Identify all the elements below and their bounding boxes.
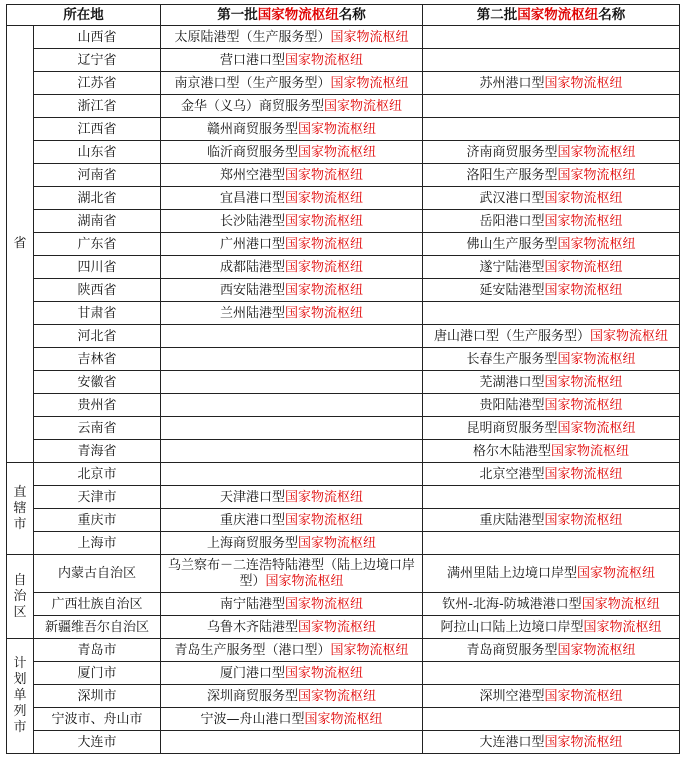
category-cell: 省	[7, 26, 34, 463]
hub-name: 太原陆港型（生产服务型）	[174, 29, 331, 45]
batch2-hub-cell	[423, 164, 680, 187]
hub-name: 重庆港口型	[219, 512, 285, 528]
location-cell: 深圳市	[34, 685, 161, 708]
batch1-hub-cell	[161, 532, 423, 555]
hub-suffix: 国家物流枢纽	[544, 213, 623, 229]
batch1-hub-cell	[161, 26, 423, 49]
table-row	[7, 279, 680, 302]
location-cell: 河南省	[34, 164, 161, 187]
location-cell: 广西壮族自治区	[34, 593, 161, 616]
header-batch1	[161, 5, 423, 26]
logistics-hub-table	[6, 4, 680, 754]
hub-suffix: 国家物流枢纽	[285, 596, 364, 612]
batch1-hub-cell	[161, 662, 423, 685]
hub-suffix: 国家物流枢纽	[557, 642, 636, 658]
table-header-row	[7, 5, 680, 26]
hub-suffix: 国家物流枢纽	[544, 282, 623, 298]
hub-name: 青岛商贸服务型	[466, 642, 558, 658]
hub-name: 满州里陆上边境口岸型	[446, 566, 577, 581]
hub-name: 贵阳陆港型	[479, 397, 545, 413]
batch2-hub-cell	[423, 685, 680, 708]
hub-name: 广州港口型	[219, 236, 285, 252]
hub-suffix: 国家物流枢纽	[285, 213, 364, 229]
table-row	[7, 708, 680, 731]
hub-suffix: 国家物流枢纽	[557, 144, 636, 160]
hub-suffix: 国家物流枢纽	[551, 443, 630, 459]
location-cell: 新疆维吾尔自治区	[34, 616, 161, 639]
hub-suffix: 国家物流枢纽	[544, 374, 623, 390]
hub-suffix: 国家物流枢纽	[544, 75, 623, 91]
table-row	[7, 302, 680, 325]
batch1-hub-cell	[161, 233, 423, 256]
location-cell: 山东省	[34, 141, 161, 164]
location-cell: 天津市	[34, 486, 161, 509]
location-cell: 北京市	[34, 463, 161, 486]
hub-name: 大连港口型	[479, 734, 545, 750]
batch1-hub-cell	[161, 616, 423, 639]
batch1-hub-cell	[161, 279, 423, 302]
hub-name: 钦州-北海-防城港港口型	[442, 596, 582, 612]
hub-suffix: 国家物流枢纽	[581, 596, 660, 612]
location-cell: 浙江省	[34, 95, 161, 118]
location-cell: 厦门市	[34, 662, 161, 685]
table-row	[7, 532, 680, 555]
table-row	[7, 417, 680, 440]
hub-name: 郑州空港型	[219, 167, 285, 183]
hub-name: 延安陆港型	[479, 282, 545, 298]
location-cell: 广东省	[34, 233, 161, 256]
hub-suffix: 国家物流枢纽	[324, 98, 403, 114]
hub-name: 兰州陆港型	[219, 305, 285, 321]
hub-suffix: 国家物流枢纽	[557, 236, 636, 252]
table-row	[7, 187, 680, 210]
table-row	[7, 118, 680, 141]
hub-suffix: 国家物流枢纽	[557, 351, 636, 367]
table-row	[7, 256, 680, 279]
batch2-hub-cell	[423, 486, 680, 509]
batch2-hub-cell	[423, 509, 680, 532]
batch1-hub-cell	[161, 731, 423, 754]
hub-suffix: 国家物流枢纽	[285, 259, 364, 275]
hub-name: 营口港口型	[219, 52, 285, 68]
batch1-hub-cell	[161, 440, 423, 463]
location-cell: 云南省	[34, 417, 161, 440]
batch2-hub-cell	[423, 708, 680, 731]
table-body	[7, 26, 680, 754]
hub-name: 青岛生产服务型（港口型）	[174, 642, 331, 658]
hub-name: 重庆陆港型	[479, 512, 545, 528]
hub-suffix: 国家物流枢纽	[298, 688, 377, 704]
location-cell: 重庆市	[34, 509, 161, 532]
hub-suffix: 国家物流枢纽	[285, 282, 364, 298]
table-row	[7, 210, 680, 233]
hub-name: 济南商贸服务型	[466, 144, 558, 160]
hub-name: 昆明商贸服务型	[466, 420, 558, 436]
hub-suffix: 国家物流枢纽	[285, 512, 364, 528]
hub-suffix: 国家物流枢纽	[557, 167, 636, 183]
hub-name: 阿拉山口陆上边境口岸型	[440, 619, 584, 635]
category-cell: 计划单列市	[7, 639, 34, 754]
table-row	[7, 49, 680, 72]
table-row	[7, 394, 680, 417]
hub-name: 武汉港口型	[479, 190, 545, 206]
hub-name: 芜湖港口型	[479, 374, 545, 390]
batch2-hub-cell	[423, 210, 680, 233]
batch2-hub-cell	[423, 555, 680, 593]
category-cell: 直辖市	[7, 463, 34, 555]
batch1-hub-cell	[161, 486, 423, 509]
batch1-hub-cell	[161, 348, 423, 371]
batch1-hub-cell	[161, 141, 423, 164]
batch2-hub-cell	[423, 72, 680, 95]
hub-suffix: 国家物流枢纽	[544, 466, 623, 482]
hub-suffix: 国家物流枢纽	[330, 29, 409, 45]
header-batch2-highlight: 国家物流枢纽	[517, 6, 599, 23]
batch2-hub-cell	[423, 95, 680, 118]
hub-name: 上海商贸服务型	[206, 535, 298, 551]
table-row	[7, 509, 680, 532]
batch2-hub-cell	[423, 731, 680, 754]
hub-name: 岳阳港口型	[479, 213, 545, 229]
table-row	[7, 325, 680, 348]
hub-suffix: 国家物流枢纽	[285, 167, 364, 183]
batch2-hub-cell	[423, 187, 680, 210]
table-row	[7, 371, 680, 394]
table-row	[7, 348, 680, 371]
location-cell: 陕西省	[34, 279, 161, 302]
table-row	[7, 72, 680, 95]
hub-name: 宜昌港口型	[219, 190, 285, 206]
location-cell: 湖北省	[34, 187, 161, 210]
hub-name: 洛阳生产服务型	[466, 167, 558, 183]
location-cell: 甘肃省	[34, 302, 161, 325]
hub-name: 苏州港口型	[479, 75, 545, 91]
batch2-hub-cell	[423, 394, 680, 417]
batch1-hub-cell	[161, 325, 423, 348]
batch1-hub-cell	[161, 371, 423, 394]
header-location: 所在地	[7, 5, 161, 26]
header-batch1-highlight: 国家物流枢纽	[257, 6, 339, 23]
table-row	[7, 463, 680, 486]
hub-suffix: 国家物流枢纽	[544, 688, 623, 704]
batch1-hub-cell	[161, 708, 423, 731]
hub-suffix: 国家物流枢纽	[285, 305, 364, 321]
location-cell: 湖南省	[34, 210, 161, 233]
location-cell: 四川省	[34, 256, 161, 279]
location-cell: 江苏省	[34, 72, 161, 95]
hub-name: 南宁陆港型	[219, 596, 285, 612]
hub-name: 遂宁陆港型	[479, 259, 545, 275]
hub-suffix: 国家物流枢纽	[298, 121, 377, 137]
table-row	[7, 639, 680, 662]
hub-name: 深圳商贸服务型	[206, 688, 298, 704]
hub-suffix: 国家物流枢纽	[544, 259, 623, 275]
table-row	[7, 685, 680, 708]
hub-suffix: 国家物流枢纽	[285, 236, 364, 252]
table-row	[7, 164, 680, 187]
batch1-hub-cell	[161, 463, 423, 486]
batch1-hub-cell	[161, 639, 423, 662]
hub-suffix: 国家物流枢纽	[590, 328, 669, 344]
batch2-hub-cell	[423, 233, 680, 256]
hub-suffix: 国家物流枢纽	[298, 144, 377, 160]
header-batch2-prefix: 第二批	[476, 6, 518, 23]
hub-suffix: 国家物流枢纽	[285, 190, 364, 206]
hub-name: 北京空港型	[479, 466, 545, 482]
table-row	[7, 731, 680, 754]
location-cell: 贵州省	[34, 394, 161, 417]
hub-name: 乌鲁木齐陆港型	[206, 619, 298, 635]
header-batch1-suffix: 名称	[338, 6, 366, 23]
hub-name: 南京港口型（生产服务型）	[174, 75, 331, 91]
batch2-hub-cell	[423, 371, 680, 394]
batch2-hub-cell	[423, 440, 680, 463]
batch1-hub-cell	[161, 164, 423, 187]
location-cell: 大连市	[34, 731, 161, 754]
batch2-hub-cell	[423, 532, 680, 555]
hub-name: 赣州商贸服务型	[206, 121, 298, 137]
hub-name: 格尔木陆港型	[472, 443, 551, 459]
hub-suffix: 国家物流枢纽	[583, 619, 662, 635]
location-cell: 江西省	[34, 118, 161, 141]
hub-name: 厦门港口型	[219, 665, 285, 681]
hub-suffix: 国家物流枢纽	[285, 665, 364, 681]
batch1-hub-cell	[161, 210, 423, 233]
batch2-hub-cell	[423, 616, 680, 639]
table-row	[7, 593, 680, 616]
location-cell: 青海省	[34, 440, 161, 463]
hub-name: 西安陆港型	[219, 282, 285, 298]
batch1-hub-cell	[161, 685, 423, 708]
hub-suffix: 国家物流枢纽	[544, 734, 623, 750]
hub-suffix: 国家物流枢纽	[544, 397, 623, 413]
batch2-hub-cell	[423, 302, 680, 325]
hub-name: 天津港口型	[219, 489, 285, 505]
hub-suffix: 国家物流枢纽	[330, 75, 409, 91]
hub-name: 临沂商贸服务型	[206, 144, 298, 160]
batch2-hub-cell	[423, 639, 680, 662]
hub-name: 长沙陆港型	[219, 213, 285, 229]
table-row	[7, 555, 680, 593]
batch2-hub-cell	[423, 49, 680, 72]
table-row	[7, 233, 680, 256]
location-cell: 山西省	[34, 26, 161, 49]
batch2-hub-cell	[423, 118, 680, 141]
hub-name: 深圳空港型	[479, 688, 545, 704]
batch1-hub-cell	[161, 509, 423, 532]
location-cell: 河北省	[34, 325, 161, 348]
batch1-hub-cell	[161, 118, 423, 141]
hub-name: 乌兰察布－二连浩特陆港型（陆上边境口岸型）	[167, 557, 415, 589]
hub-suffix: 国家物流枢纽	[298, 535, 377, 551]
header-batch2	[423, 5, 680, 26]
batch1-hub-cell	[161, 302, 423, 325]
location-cell: 内蒙古自治区	[34, 555, 161, 593]
hub-suffix: 国家物流枢纽	[285, 489, 364, 505]
hub-suffix: 国家物流枢纽	[304, 711, 383, 727]
location-cell: 上海市	[34, 532, 161, 555]
table-row	[7, 486, 680, 509]
batch2-hub-cell	[423, 279, 680, 302]
batch1-hub-cell	[161, 593, 423, 616]
table-row	[7, 141, 680, 164]
batch2-hub-cell	[423, 662, 680, 685]
hub-suffix: 国家物流枢纽	[285, 52, 364, 68]
batch2-hub-cell	[423, 348, 680, 371]
hub-suffix: 国家物流枢纽	[544, 512, 623, 528]
hub-name: 成都陆港型	[219, 259, 285, 275]
hub-name: 宁波—舟山港口型	[200, 711, 305, 727]
header-batch1-prefix: 第一批	[217, 6, 258, 23]
table-row	[7, 95, 680, 118]
hub-name: 金华（义乌）商贸服务型	[180, 98, 324, 114]
hub-suffix: 国家物流枢纽	[557, 420, 636, 436]
batch2-hub-cell	[423, 593, 680, 616]
category-cell: 自治区	[7, 555, 34, 639]
batch1-hub-cell	[161, 394, 423, 417]
hub-table-container	[6, 4, 680, 754]
location-cell: 安徽省	[34, 371, 161, 394]
batch2-hub-cell	[423, 463, 680, 486]
batch2-hub-cell	[423, 26, 680, 49]
table-row	[7, 26, 680, 49]
hub-name: 长春生产服务型	[466, 351, 558, 367]
batch1-hub-cell	[161, 417, 423, 440]
hub-suffix: 国家物流枢纽	[330, 642, 409, 658]
hub-suffix: 国家物流枢纽	[298, 619, 377, 635]
batch2-hub-cell	[423, 256, 680, 279]
batch2-hub-cell	[423, 417, 680, 440]
batch1-hub-cell	[161, 187, 423, 210]
hub-name: 唐山港口型（生产服务型）	[433, 328, 590, 344]
location-cell: 宁波市、舟山市	[34, 708, 161, 731]
hub-name: 佛山生产服务型	[466, 236, 558, 252]
table-row	[7, 440, 680, 463]
batch1-hub-cell	[161, 72, 423, 95]
location-cell: 辽宁省	[34, 49, 161, 72]
hub-suffix: 国家物流枢纽	[265, 573, 344, 589]
location-cell: 青岛市	[34, 639, 161, 662]
table-row	[7, 616, 680, 639]
location-cell: 吉林省	[34, 348, 161, 371]
batch1-hub-cell	[161, 49, 423, 72]
batch1-hub-cell	[161, 555, 423, 593]
hub-suffix: 国家物流枢纽	[544, 190, 623, 206]
batch2-hub-cell	[423, 325, 680, 348]
hub-suffix: 国家物流枢纽	[577, 566, 656, 581]
batch1-hub-cell	[161, 256, 423, 279]
batch2-hub-cell	[423, 141, 680, 164]
table-row	[7, 662, 680, 685]
batch1-hub-cell	[161, 95, 423, 118]
header-batch2-suffix: 名称	[598, 6, 626, 23]
